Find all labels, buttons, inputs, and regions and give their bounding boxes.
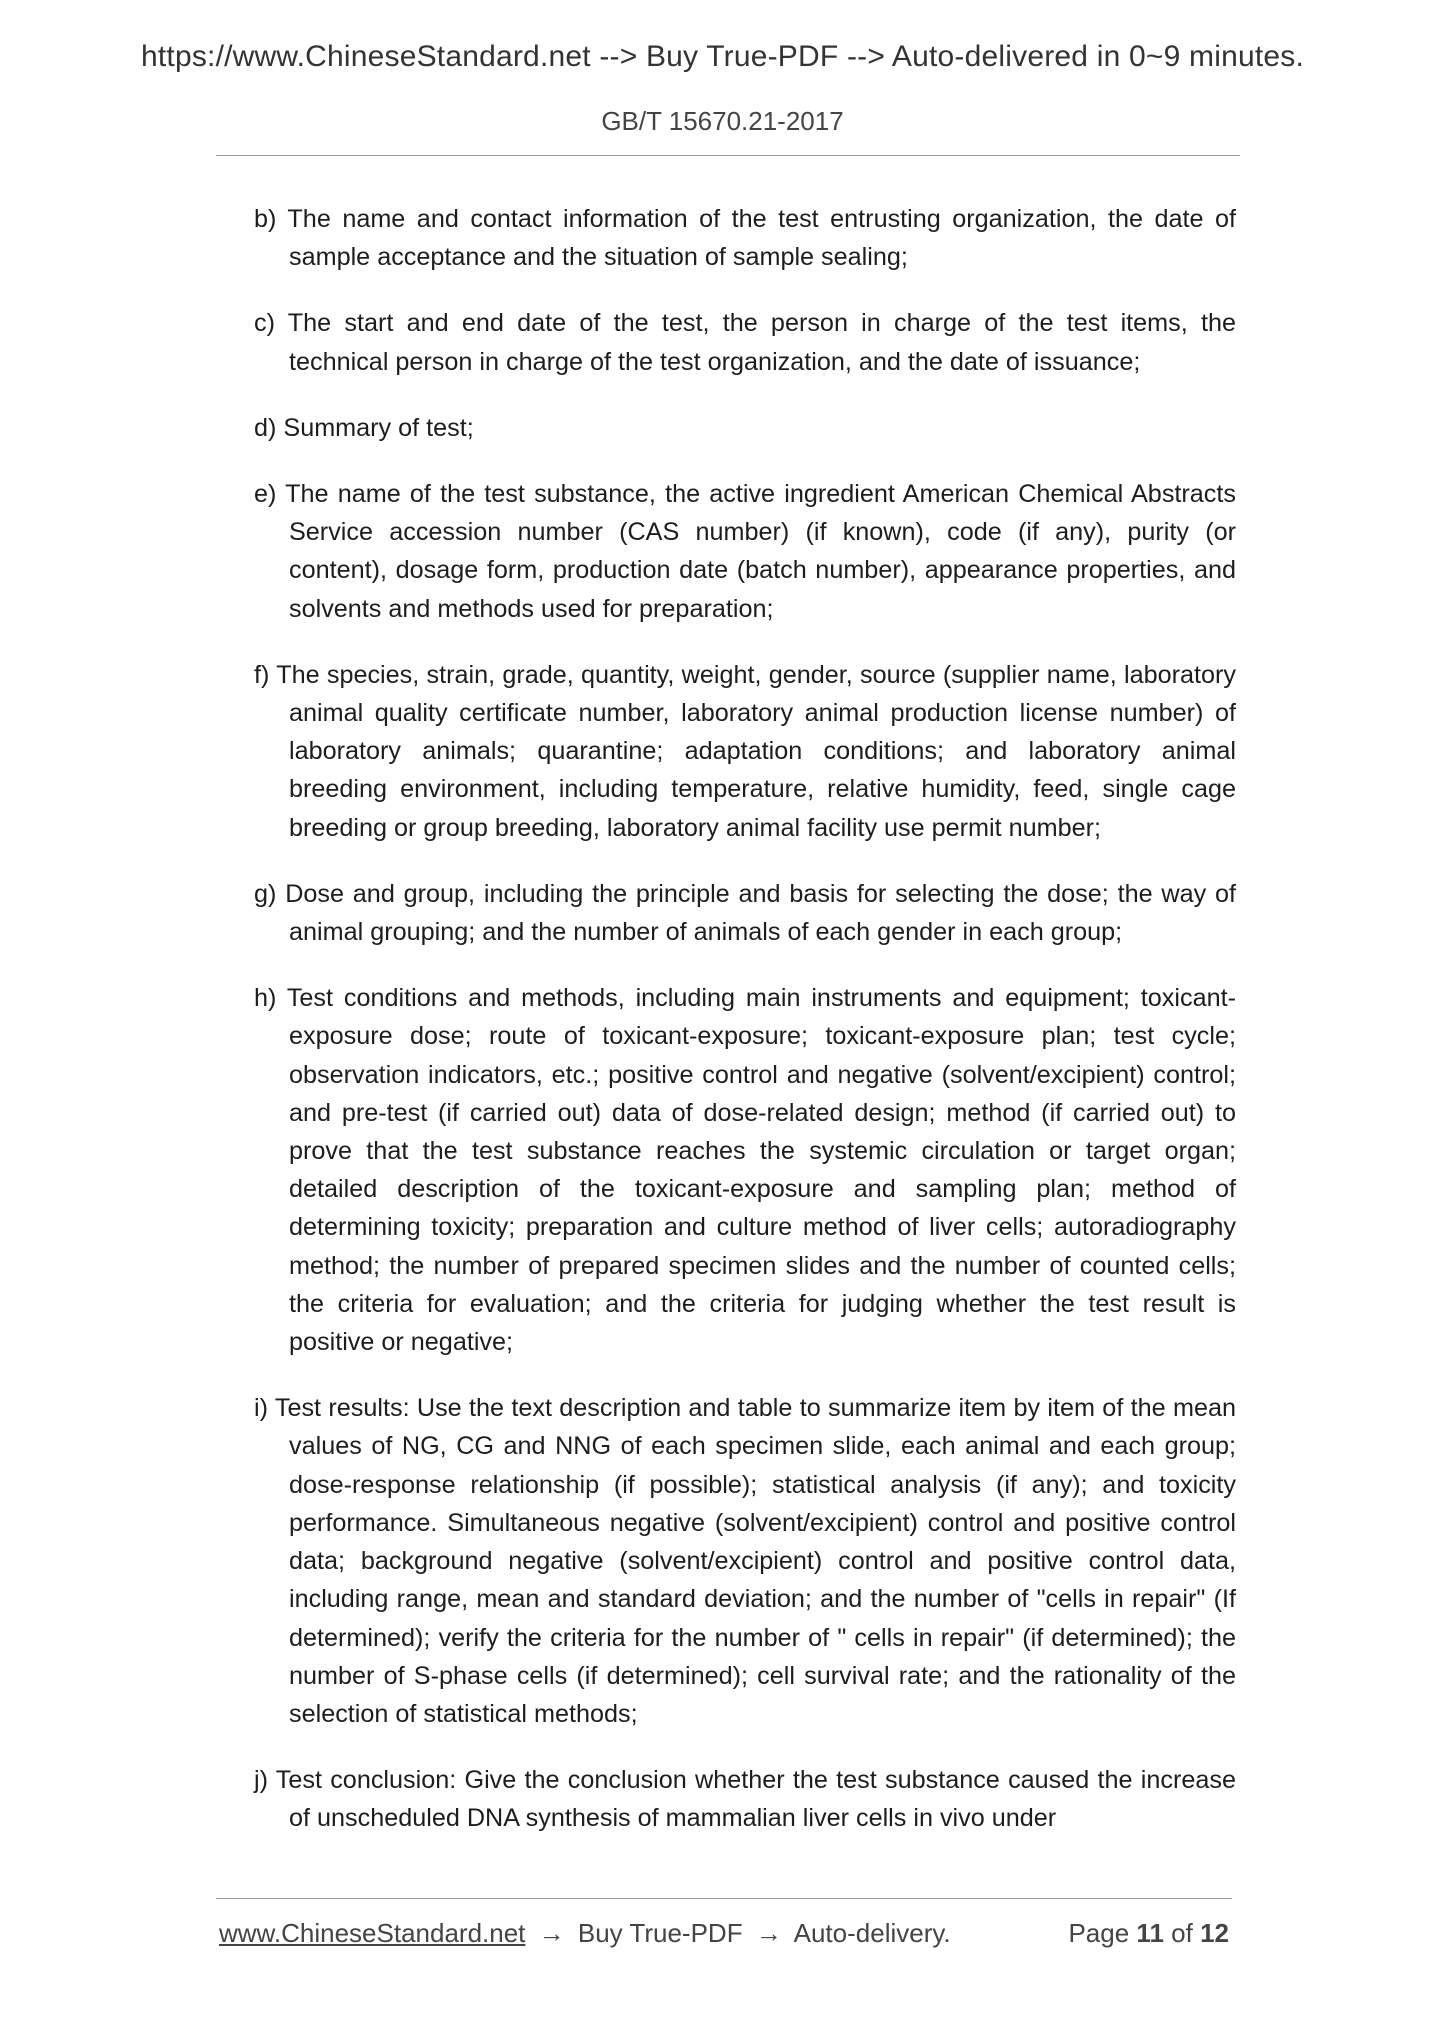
list-item-j: j) Test conclusion: Give the conclusion whether the test substance caused the increase of unscheduled DNA synthesis of mammalian liver cells in vivo under xyxy=(254,1766,1236,1833)
list-item-e: e) The name of the test substance, the active ingredient American Chemical Abstracts Service accession number (CAS number) (if known), code (if any), purity (or content), dosage form, production date (batch number), appearance properties, and solvents and methods used for preparation; xyxy=(254,480,1236,623)
header-divider xyxy=(216,155,1240,156)
list-item-f: f) The species, strain, grade, quantity, weight, gender, source (supplier name, laboratory animal quality certificate number, laboratory animal production license number) of laboratory animals; quarantine; adaptation conditions; and laboratory animal breeding environment, including temperature, relative humidity, feed, single cage breeding or group breeding, laboratory animal facility use permit number; xyxy=(254,660,1236,842)
footer-buy-text: Buy True-PDF xyxy=(577,1918,743,1948)
page-label: Page xyxy=(1068,1918,1130,1948)
page-total: 12 xyxy=(1200,1918,1229,1948)
arrow-right-icon: → xyxy=(538,1918,565,1948)
list-item-c: c) The start and end date of the test, the person in charge of the test items, the technical person in charge of the test organization, and the date of issuance; xyxy=(254,309,1236,376)
list-item-b: b) The name and contact information of the test entrusting organization, the date of sample acceptance and the situation of sample sealing; xyxy=(254,205,1236,272)
of-label: of xyxy=(1171,1918,1193,1948)
document-body xyxy=(254,200,1236,1866)
list-item-d: d) Summary of test; xyxy=(254,413,474,442)
arrow-right-icon: → xyxy=(755,1918,782,1948)
list-item-g: g) Dose and group, including the principle and basis for selecting the dose; the way of animal grouping; and the number of animals of each gender in each group; xyxy=(254,879,1236,947)
top-banner: https://www.ChineseStandard.net --> Buy True-PDF --> Auto-delivered in 0~9 minutes. xyxy=(141,40,1304,73)
footer-divider xyxy=(216,1898,1232,1899)
footer-delivery-text: Auto-delivery. xyxy=(793,1918,951,1948)
list-item-h: h) Test conditions and methods, including main instruments and equipment; toxicant-exposure dose; route of toxicant-exposure; toxicant-exposure plan; test cycle; observation indicators, etc.; positive control and negative (solvent/excipient) control; and pre-test (if carried out) data of dose-related design; method (if carried out) to prove that the test substance reaches the systemic circulation or target organ; detailed description of the toxicant-exposure and sampling plan; method of determining toxicity; preparation and culture method of liver cells; autoradiography method; the number of prepared specimen slides and the number of counted cells; the criteria for evaluation; and the criteria for judging whether the test result is positive or negative; xyxy=(254,984,1236,1357)
document-id: GB/T 15670.21-2017 xyxy=(601,106,844,136)
list-item-i: i) Test results: Use the text description and table to summarize item by item of the mean values of NG, CG and NNG of each specimen slide, each animal and each group; dose-response relationship (if possible); statistical analysis (if any); and toxicity performance. Simultaneous negative (solvent/excipient) control and positive control data; background negative (solvent/excipient) control and positive control data, including range, mean and standard deviation; and the number of "cells in repair" (If determined); verify the criteria for the number of " cells in repair" (if determined); the number of S-phase cells (if determined); cell survival rate; and the rationality of the selection of statistical methods; xyxy=(254,1394,1236,1728)
footer-promo xyxy=(219,1918,951,1949)
footer-site-link[interactable]: www.ChineseStandard.net xyxy=(219,1918,526,1948)
page-number: 11 xyxy=(1136,1918,1164,1948)
page-indicator xyxy=(1068,1918,1229,1949)
